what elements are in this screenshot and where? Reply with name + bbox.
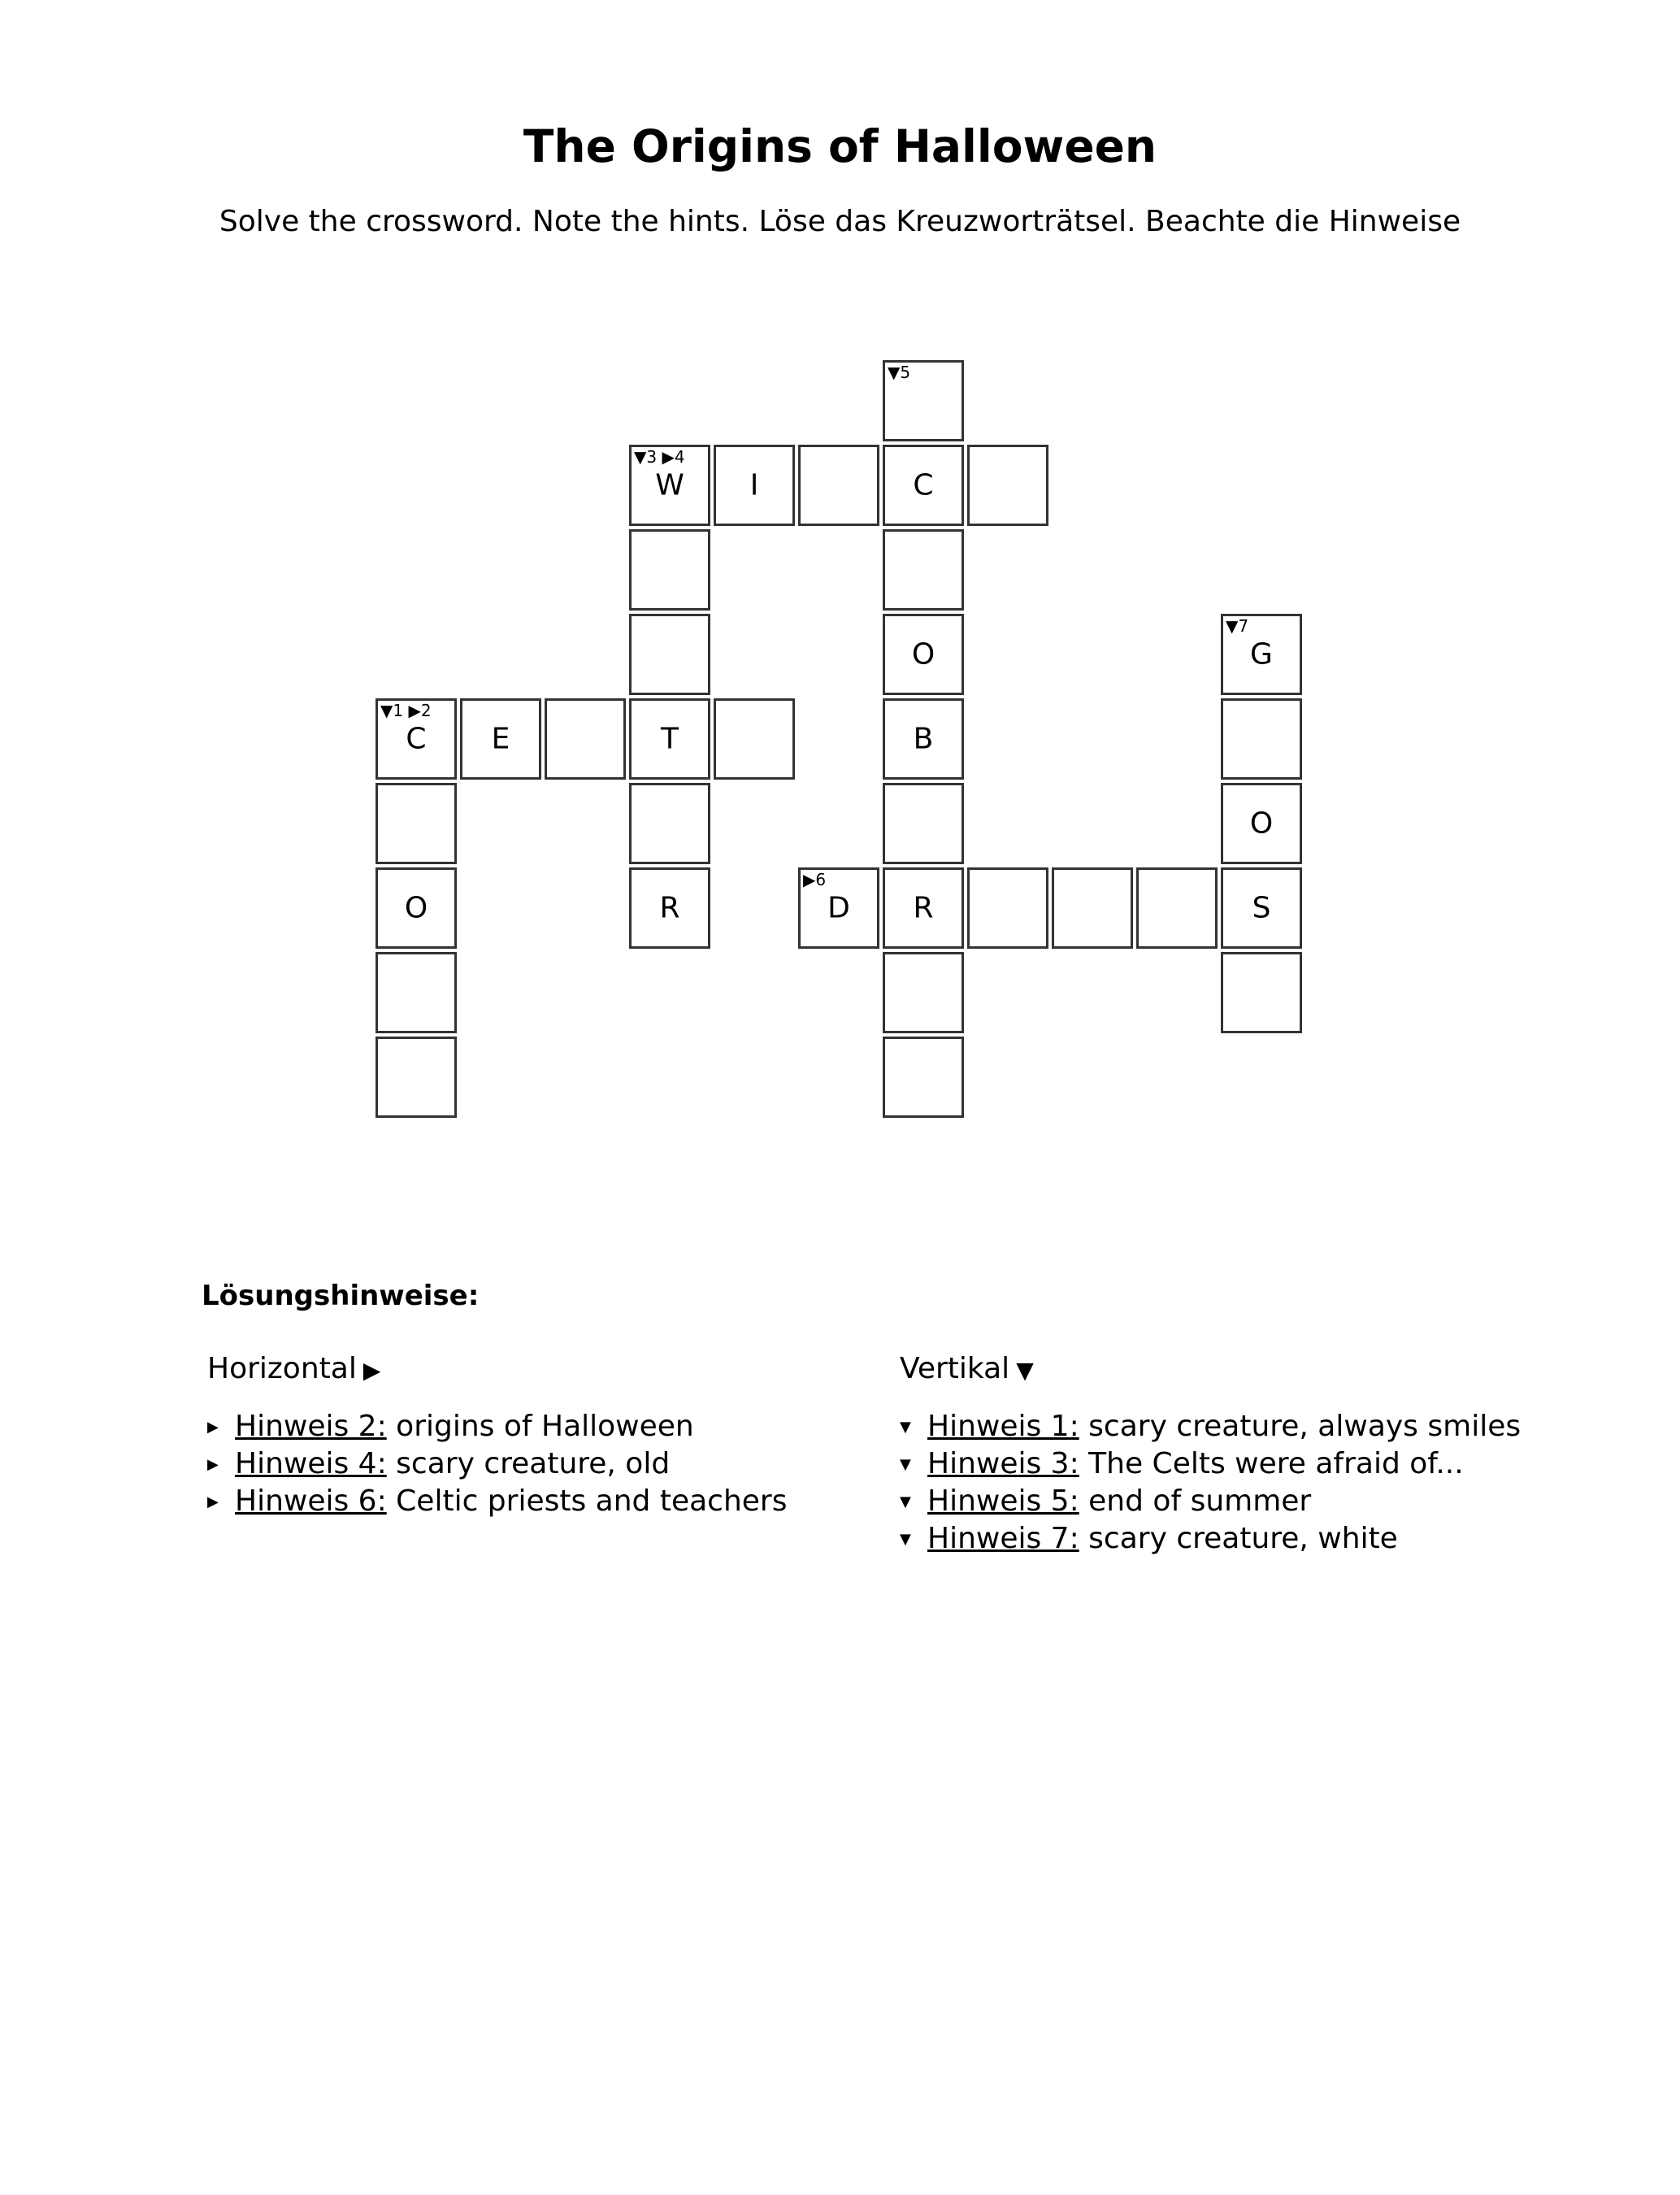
crossword-cell[interactable] [883,360,964,441]
arrow-right-icon: ▶ [362,1357,381,1384]
crossword-cell[interactable] [798,867,879,949]
clue-item [207,1483,788,1520]
cell-letter: T [661,722,679,756]
arrow-down-icon: ▼ [900,1419,911,1436]
crossword-cell[interactable] [376,867,457,949]
cell-letter: S [1252,891,1271,925]
clue-number: ▼7 [1226,616,1249,636]
crossword-cell[interactable] [1052,867,1133,949]
crossword-cell[interactable] [629,445,710,526]
crossword-cell[interactable] [629,529,710,611]
crossword-cell[interactable] [629,614,710,695]
clue-ref: Hinweis 7: [927,1522,1079,1555]
clue-ref: Hinweis 2: [235,1410,387,1443]
arrow-right-icon: ▶ [207,1419,219,1436]
cell-letter: R [659,891,680,925]
crossword-cell[interactable] [376,1037,457,1118]
crossword-cell[interactable] [883,952,964,1033]
cell-letter: O [404,891,428,925]
clue-number: ▼3 ▶4 [634,447,685,467]
hints-heading: Lösungshinweise: [202,1280,480,1312]
cell-letter: I [749,468,759,502]
crossword-cell[interactable] [1221,614,1302,695]
arrow-right-icon: ▶ [207,1456,219,1473]
clue-ref: Hinweis 5: [927,1484,1079,1518]
clue-ref: Hinweis 1: [927,1410,1079,1443]
clue-text: origins of Halloween [386,1410,694,1443]
clue-ref: Hinweis 6: [235,1484,387,1518]
crossword-cell[interactable] [1221,867,1302,949]
cell-letter: C [913,468,934,502]
vertical-label: Vertikal [900,1352,1010,1385]
page-title: The Origins of Halloween [523,120,1157,172]
cell-letter: C [406,722,427,756]
cell-letter: O [911,637,936,672]
cell-letter: E [491,722,510,756]
crossword-cell[interactable] [714,445,795,526]
crossword-cell[interactable] [967,867,1048,949]
clue-item [900,1520,1521,1558]
crossword-cell[interactable] [460,698,541,780]
arrow-down-icon: ▼ [900,1456,911,1473]
clue-text: scary creature, always smiles [1079,1410,1522,1443]
clue-number: ▼1 ▶2 [380,701,432,720]
clue-text: scary creature, old [386,1447,671,1480]
crossword-cell[interactable] [883,698,964,780]
arrow-down-icon: ▼ [1016,1357,1034,1384]
horizontal-clues [207,1351,788,1520]
clue-item [207,1445,788,1483]
arrow-right-icon: ▶ [207,1493,219,1510]
crossword-cell[interactable] [1221,698,1302,780]
crossword-cell[interactable] [376,698,457,780]
clue-item [207,1408,788,1445]
crossword-cell[interactable] [714,698,795,780]
crossword-cell[interactable] [883,614,964,695]
crossword-cell[interactable] [883,445,964,526]
crossword-cell[interactable] [798,445,879,526]
clue-text: end of summer [1079,1484,1312,1518]
horizontal-label: Horizontal [207,1352,357,1385]
crossword-cell[interactable] [1221,783,1302,864]
clue-number: ▶6 [803,870,827,889]
clue-text: Celtic priests and teachers [386,1484,788,1518]
cell-letter: B [913,722,934,756]
crossword-cell[interactable] [883,783,964,864]
cell-letter: W [655,468,684,502]
crossword-cell[interactable] [376,952,457,1033]
crossword-cell[interactable] [883,529,964,611]
crossword-cell[interactable] [1221,952,1302,1033]
crossword-cell[interactable] [883,1037,964,1118]
clue-ref: Hinweis 4: [235,1447,387,1480]
crossword-cell[interactable] [545,698,626,780]
cell-letter: R [913,891,934,925]
clue-ref: Hinweis 3: [927,1447,1079,1480]
crossword-cell[interactable] [629,698,710,780]
clue-text: scary creature, white [1079,1522,1398,1555]
cell-letter: D [827,891,850,925]
instructions: Solve the crossword. Note the hints. Löse das Kreuzworträtsel. Beachte die Hinweise [219,205,1461,238]
clue-text: The Celts were afraid of... [1079,1447,1464,1480]
crossword-cell[interactable] [967,445,1048,526]
clue-item [900,1445,1521,1483]
vertical-heading [900,1351,1521,1387]
crossword-cell[interactable] [883,867,964,949]
cell-letter: G [1250,637,1273,672]
crossword-cell[interactable] [629,867,710,949]
crossword-cell[interactable] [376,783,457,864]
arrow-down-icon: ▼ [900,1531,911,1548]
clue-number: ▼5 [888,363,911,382]
cell-letter: O [1249,806,1274,841]
clue-item [900,1408,1521,1445]
arrow-down-icon: ▼ [900,1493,911,1510]
crossword-cell[interactable] [629,783,710,864]
vertical-clues [900,1351,1521,1558]
crossword-cell[interactable] [1136,867,1218,949]
clue-item [900,1483,1521,1520]
horizontal-heading [207,1351,788,1387]
